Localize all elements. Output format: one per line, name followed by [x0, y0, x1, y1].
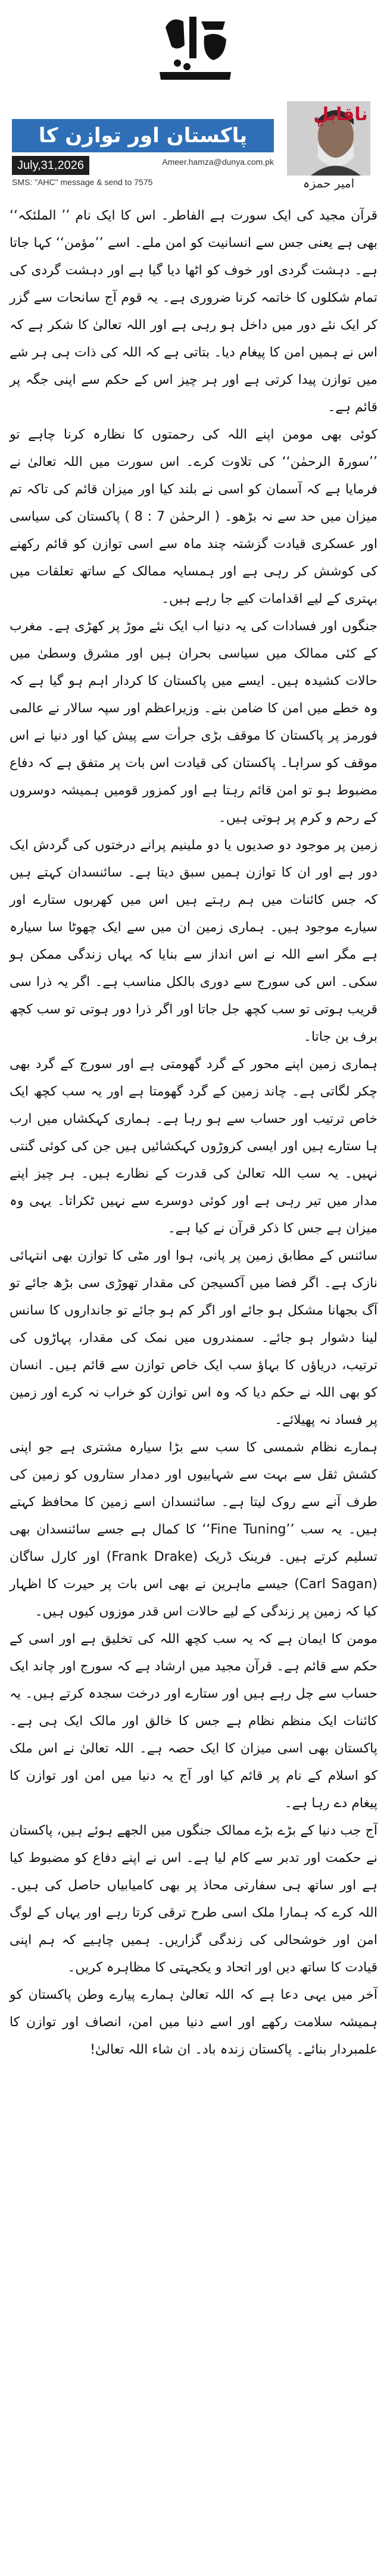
sms-instruction: SMS: "AHC" message & send to 7575: [12, 177, 153, 187]
paragraph: قرآن مجید کی ایک سورت ہے الفاطر۔ اس کا ایک نام ’’ الملئکہ‘‘ بھی ہے یعنی جس سے انسانیت کو امن ملے۔ اسے ’’مؤمن‘‘ کہا جاتا ہے۔ دہشت گردی اور خوف کو اٹھا دیا گیا ہے اور دہشت گردی کی تمام شکلوں کا خاتمہ کرنا ضروری ہے۔ یہ قوم آج سانحات سے گزر کر ایک نئے دور میں داخل ہو رہی ہے اور اللہ تعالیٰ کا شکر ہے کہ اس نے ہمیں امن کا پیغام دیا۔ بتاتی ہے کہ اللہ کی ذات ہی ہر شے میں توازن پیدا کرتی ہے اور ہر چیز اس کے حکم سے اپنی جگہ پر قائم ہے۔: [10, 208, 377, 415]
article-title: پاکستان اور توازن کا میزان: [12, 119, 274, 152]
paragraph: ہماری زمین اپنے محور کے گرد گھومتی ہے اور سورج کے گرد بھی چکر لگاتی ہے۔ چاند زمین کے گرد گھومتا ہے اور یہ سب کچھ ایک خاص ترتیب اور حساب سے ہو رہا ہے۔ ہماری کہکشاں میں ارب ہا ستارے ہیں اور ایسی کروڑوں کہکشائیں ہیں جن کی کوئی گنتی نہیں۔ یہ سب اللہ تعالیٰ کی قدرت کے نظارے ہیں۔ ہر چیز اپنے مدار میں تیر رہی ہے اور کوئی دوسرے سے نہیں ٹکراتا۔ یہی وہ میزان ہے جس کا ذکر قرآن نے کیا ہے۔: [10, 1057, 377, 1236]
masthead: [0, 0, 387, 196]
paragraph: جنگوں اور فسادات کی یہ دنیا اب ایک نئے موڑ پر کھڑی ہے۔ مغرب کے کئی ممالک میں سیاسی بحران ہیں اور مشرق وسطیٰ میں حالات کشیدہ ہیں۔ ایسے میں پاکستان کا کردار اہم ہو گیا ہے کہ وہ خطے میں امن کا ضامن بنے۔ وزیراعظم اور سپہ سالار نے عالمی فورمز پر پاکستان کا موقف بڑی جرأت سے پیش کیا اور دنیا نے اس موقف کو سراہا۔ پاکستان کی قیادت اس بات پر متفق ہے کہ دفاع مضبوط ہو تو امن قائم رہتا ہے اور کمزور قومیں ہمیشہ دوسروں کے رحم و کرم پر ہوتی ہیں۔: [10, 619, 377, 825]
column-name: ناقابلِ: [313, 104, 368, 125]
author-email: Ameer.hamza@dunya.com.pk: [162, 157, 274, 167]
paragraph: سائنس کے مطابق زمین پر پانی، ہوا اور مٹی کا توازن بھی انتہائی نازک ہے۔ اگر فضا میں آکسیجن کی مقدار تھوڑی سی بڑھ جائے تو آگ بجھانا مشکل ہو جائے اور اگر کم ہو جائے تو جانداروں کا سانس لینا دشوار ہو جائے۔ سمندروں میں نمک کی مقدار، پہاڑوں کی ترتیب، دریاؤں کا بہاؤ سب ایک خاص توازن سے قائم ہیں۔ انسان کو بھی اللہ نے حکم دیا کہ وہ اس توازن کو خراب نہ کرے اور زمین پر فساد نہ پھیلائے۔: [10, 1248, 377, 1428]
paragraph: زمین پر موجود دو صدیوں یا دو ملینیم پرانے درختوں کی گردش ایک دور ہے اور ان کا توازن ہمیں سبق دیتا ہے۔ سائنسدان کہتے ہیں کہ جس کائنات میں ہم رہتے ہیں اس میں کھربوں ستارے اور سیارے موجود ہیں۔ ہماری زمین ان میں سے ایک چھوٹا سا سیارہ ہے مگر اسے اللہ نے اس انداز سے بنایا کہ یہاں زندگی ممکن ہو سکی۔ اس کی سورج سے دوری بالکل مناسب ہے۔ اگر یہ ذرا سی قریب ہوتی تو سب کچھ جل جاتا اور اگر ذرا دور ہوتی تو سب کچھ برف بن جاتا۔: [10, 838, 377, 1044]
author-name: امیر حمزہ: [302, 176, 355, 190]
dunya-logo: [148, 4, 243, 93]
paragraph: مومن کا ایمان ہے کہ یہ سب کچھ اللہ کی تخلیق ہے اور اسی کے حکم سے قائم ہے۔ قرآن مجید میں ارشاد ہے کہ سورج اور چاند ایک حساب سے چل رہے ہیں اور ستارے اور درخت سجدہ کرتے ہیں۔ یہ کائنات ایک منظم نظام ہے جس کا خالق اور مالک ایک ہی ہے۔ پاکستان بھی اسی میزان کا ایک حصہ ہے۔ اللہ تعالیٰ نے اس ملک کو اسلام کے نام پر قائم کیا اور آج یہ دنیا میں امن اور توازن کا پیغام دے رہا ہے۔: [10, 1632, 377, 1811]
paragraph: کوئی بھی مومن اپنے اللہ کی رحمتوں کا نظارہ کرنا چاہے تو ’’سورۃ الرحمٰن‘‘ کی تلاوت کرے۔ اس سورت میں اللہ تعالیٰ نے فرمایا ہے کہ آسمان کو اسی نے بلند کیا اور میزان قائم کی تاکہ تم میزان میں حد سے نہ بڑھو۔ ( الرحمٰن 7 : 8 ) پاکستان کی سیاسی اور عسکری قیادت گزشتہ چند ماہ سے اسی توازن کو قائم رکھنے کی کوشش کر رہی ہے اور ہمسایہ ممالک کے ساتھ تعلقات میں بہتری کے لیے اقدامات کیے جا رہے ہیں۔: [10, 427, 378, 606]
article-body: [10, 202, 377, 2064]
paragraph: آخر میں یہی دعا ہے کہ اللہ تعالیٰ ہمارے پیارے وطن پاکستان کو ہمیشہ سلامت رکھے اور اسے دنیا میں امن، انصاف اور توازن کا علمبردار بنائے۔ پاکستان زندہ باد۔ ان شاء اللہ تعالیٰ!: [10, 1987, 377, 2057]
paragraph: ہمارے نظام شمسی کا سب سے بڑا سیارہ مشتری ہے جو اپنی کشش ثقل سے بہت سے شہابیوں اور دمدار ستاروں کو زمین کی طرف آنے سے روک لیتا ہے۔ سائنسدان اسے زمین کا محافظ کہتے ہیں۔ یہ سب ’’Fine Tuning‘‘ کا کمال ہے جسے سائنسدان بھی تسلیم کرتے ہیں۔ فرینک ڈریک (Frank Drake) اور کارل ساگان (Carl Sagan) جیسے ماہرین نے بھی اس بات پر حیرت کا اظہار کیا کہ زمین پر زندگی کے لیے حالات اس قدر موزوں کیوں ہیں۔: [10, 1440, 377, 1619]
paragraph: آج جب دنیا کے بڑے بڑے ممالک جنگوں میں الجھے ہوئے ہیں، پاکستان نے حکمت اور تدبر سے کام لیا ہے۔ اس نے اپنے دفاع کو مضبوط کیا ہے اور ساتھ ہی سفارتی محاذ پر بھی کامیابیاں حاصل کی ہیں۔ اللہ کرے کہ ہمارا ملک اسی طرح ترقی کرتا رہے اور یہاں کے لوگ امن اور خوشحالی کی زندگی گزاریں۔ ہمیں چاہیے کہ ہم اپنی قیادت کا ساتھ دیں اور اتحاد و یکجہتی کا مظاہرہ کریں۔: [10, 1823, 377, 1975]
publish-date: July,31,2026: [12, 156, 89, 175]
